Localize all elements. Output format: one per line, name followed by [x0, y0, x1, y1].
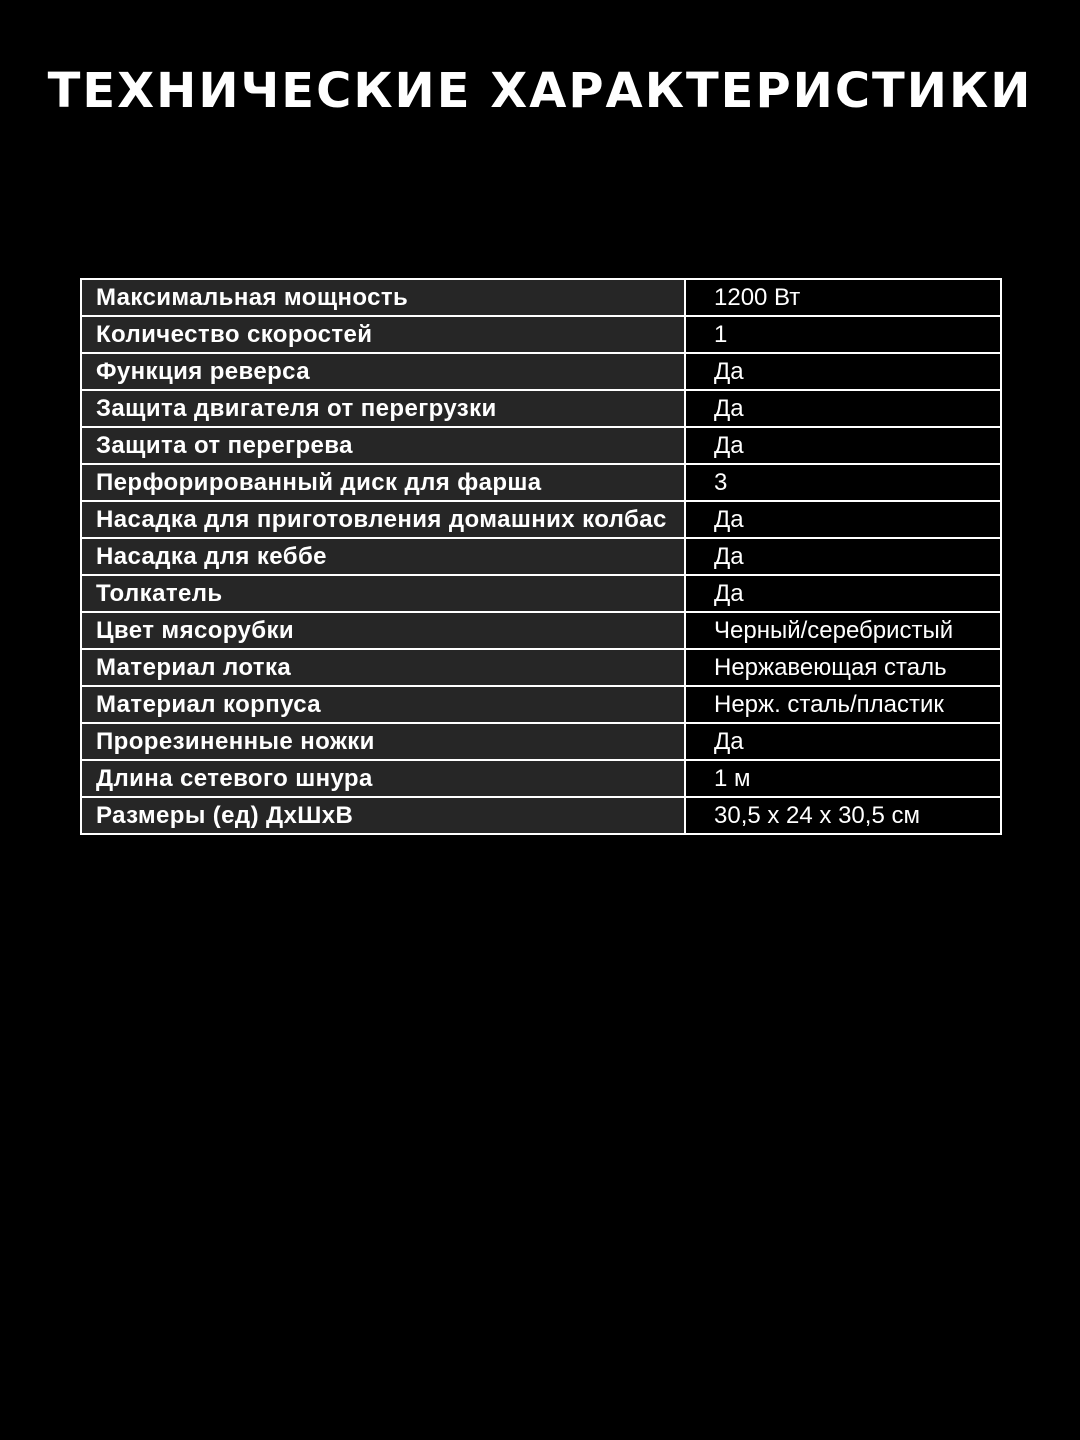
table-row — [81, 538, 1001, 575]
table-row — [81, 575, 1001, 612]
spec-label: Насадка для приготовления домашних колбас — [81, 501, 685, 538]
spec-value: 30,5 х 24 х 30,5 см — [685, 797, 1001, 834]
spec-value: Черный/серебристый — [685, 612, 1001, 649]
spec-label: Цвет мясорубки — [81, 612, 685, 649]
spec-value: Да — [685, 390, 1001, 427]
spec-value: Нерж. сталь/пластик — [685, 686, 1001, 723]
table-row — [81, 686, 1001, 723]
spec-value: Да — [685, 427, 1001, 464]
spec-label: Толкатель — [81, 575, 685, 612]
spec-label: Размеры (ед) ДхШхВ — [81, 797, 685, 834]
spec-label: Защита двигателя от перегрузки — [81, 390, 685, 427]
spec-label: Длина сетевого шнура — [81, 760, 685, 797]
spec-value: Да — [685, 723, 1001, 760]
spec-value: Да — [685, 501, 1001, 538]
spec-label: Прорезиненные ножки — [81, 723, 685, 760]
specifications-table — [80, 278, 1002, 835]
spec-label: Насадка для кеббе — [81, 538, 685, 575]
table-row — [81, 723, 1001, 760]
spec-value: Нержавеющая сталь — [685, 649, 1001, 686]
spec-label: Количество скоростей — [81, 316, 685, 353]
page-title: ТЕХНИЧЕСКИЕ ХАРАКТЕРИСТИКИ — [47, 63, 1033, 119]
spec-label: Максимальная мощность — [81, 279, 685, 316]
spec-label: Функция реверса — [81, 353, 685, 390]
spec-value: Да — [685, 575, 1001, 612]
spec-label: Перфорированный диск для фарша — [81, 464, 685, 501]
table-row — [81, 797, 1001, 834]
spec-value: Да — [685, 538, 1001, 575]
table-row — [81, 649, 1001, 686]
spec-value: 1 — [685, 316, 1001, 353]
table-row — [81, 501, 1001, 538]
table-row — [81, 612, 1001, 649]
table-row — [81, 427, 1001, 464]
table-row — [81, 760, 1001, 797]
table-row — [81, 279, 1001, 316]
spec-label: Материал корпуса — [81, 686, 685, 723]
spec-value: 3 — [685, 464, 1001, 501]
spec-label: Защита от перегрева — [81, 427, 685, 464]
spec-value: 1200 Вт — [685, 279, 1001, 316]
table-row — [81, 353, 1001, 390]
table-row — [81, 316, 1001, 353]
table-row — [81, 390, 1001, 427]
spec-label: Материал лотка — [81, 649, 685, 686]
spec-value: Да — [685, 353, 1001, 390]
table-row — [81, 464, 1001, 501]
spec-value: 1 м — [685, 760, 1001, 797]
